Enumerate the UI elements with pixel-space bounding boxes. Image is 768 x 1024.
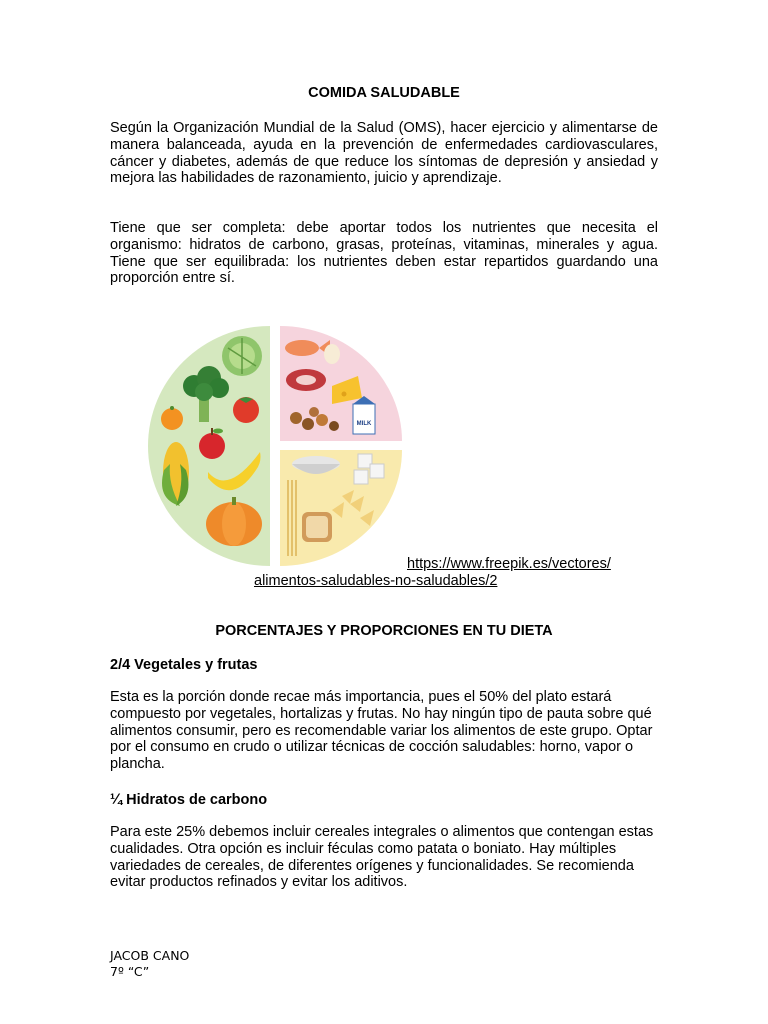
- healthy-plate-image: [146, 324, 404, 568]
- bread-icon: [302, 512, 332, 542]
- milk-icon: [353, 396, 375, 434]
- intro-paragraph: Según la Organización Mundial de la Salud (OMS), hacer ejercicio y alimentarse de manera balanceada, ayuda en la prevención de enfermedades cardiovasculares, cáncer y diabetes, además de que reduce los síntomas de depresión y ansiedad y mejora las habilidades de razonamiento, juicio y aprendizaje.: [110, 120, 658, 187]
- footer: [110, 948, 189, 979]
- source-link-continued[interactable]: alimentos-saludables-no-saludables/2: [254, 573, 498, 589]
- vegetables-paragraph: Esta es la porción donde recae más importancia, pues el 50% del plato estará compuesto por vegetales, hortalizas y frutas. No hay ningún tipo de pauta sobre qué alimentos consumir, pero es recomendable variar los alimentos de este grupo. Optar por el consumo en crudo o utilizar técnicas de cocción saludables: horno, vapor o plancha.: [110, 689, 653, 773]
- section-title: PORCENTAJES Y PROPORCIONES EN TU DIETA: [215, 623, 553, 639]
- author-name: JACOB CANO: [110, 948, 190, 963]
- egg-icon: [324, 344, 340, 364]
- page-title: COMIDA SALUDABLE: [308, 85, 460, 101]
- tomato-icon: [233, 397, 259, 423]
- lettuce-icon: [222, 336, 262, 376]
- subhead-vegetables: 2/4 Vegetales y frutas: [110, 657, 258, 673]
- source-link[interactable]: https://www.freepik.es/vectores/: [407, 556, 611, 572]
- author-grade: 7º “C”: [110, 963, 150, 979]
- svg-text:MILK: MILK: [356, 421, 372, 427]
- meat-icon: [286, 369, 326, 391]
- carbohydrates-paragraph: Para este 25% debemos incluir cereales integrales o alimentos que contengan estas cualidades. Otra opción es incluir féculas como patata o boniato. Hay múltiples variedades de cereales, de diferentes orígenes y funcionalidades. Se recomienda evitar productos refinados y evitar los aditivos.: [110, 824, 654, 891]
- nutrients-paragraph: Tiene que ser completa: debe aportar todos los nutrientes que necesita el organismo: hidratos de carbono, grasas, proteínas, vitaminas, minerales y agua. Tiene que ser equilibrada: los nutrientes deben estar repartidos guardando una proporción entre sí.: [110, 220, 658, 287]
- subhead-carbohydrates: ¼ Hidratos de carbono: [110, 792, 268, 808]
